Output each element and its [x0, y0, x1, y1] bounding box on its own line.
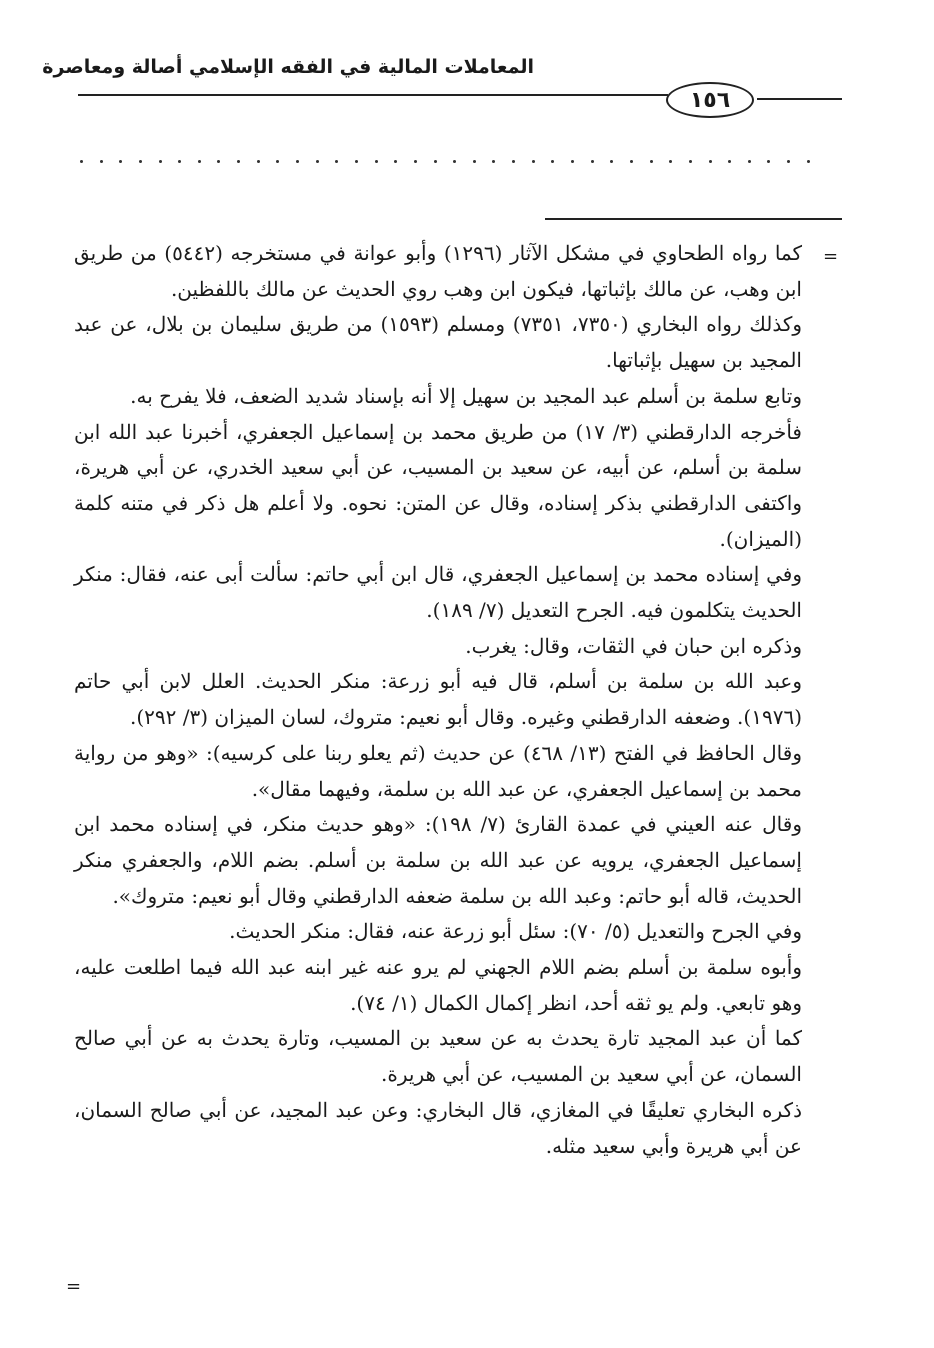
header-rule: [78, 94, 668, 96]
book-title: المعاملات المالية في الفقه الإسلامي أصالة ومعاصرة: [42, 56, 534, 78]
continuation-mark-top: =: [823, 246, 839, 267]
paragraph: وقال الحافظ في الفتح (١٣/ ٤٦٨) عن حديث (ثم يعلو ربنا على كرسيه): «وهو من رواية محمد بن إسماعيل الجعفري، عن عبد الله بن سلمة، وفيهما مقال».: [74, 740, 802, 801]
paragraph: وقال عنه العيني في عمدة القارئ (٧/ ١٩٨): «وهو حديث منكر، في إسناده محمد ابن إسماعيل الجعفري، يرويه عن عبد الله بن سلمة بن أسلم. بضم اللام، والجعفري منكر الحديث، قاله أبو حاتم: وعبد الله بن سلمة ضعفه الدارقطني وقال أبو نعيم: متروك».: [74, 812, 802, 908]
paragraph: كما رواه الطحاوي في مشكل الآثار (١٢٩٦) وأبو عوانة في مستخرجه (٥٤٤٢) من طريق ابن وهب، عن مالك بإثباتها، فيكون ابن وهب روي الحديث عن مالك باللفظين.: [74, 241, 803, 301]
paragraph: وعبد الله بن سلمة بن أسلم، قال فيه أبو زرعة: منكر الحديث. العلل لابن أبي حاتم (١٩٧٦). وضعفه الدارقطني وغيره. وقال أبو نعيم: متروك، لسان الميزان (٣/ ٢٩٢).: [74, 669, 802, 730]
header-rule-right: [757, 98, 842, 100]
paragraph: فأخرجه الدارقطني (٣/ ١٧) من طريق محمد بن إسماعيل الجعفري، أخبرنا عبد الله ابن سلمة بن أسلم، عن أبيه، عن سعيد بن المسيب، عن أبي سعيد الخدري، عن أبي هريرة، واكتفى الدارقطني بذكر إسناده، وقال عن المتن: نحوه. ولا أعلم هل ذكر في متنه كلمة (الميزان).: [74, 419, 802, 551]
paragraph: كما أن عبد المجيد تارة يحدث به عن سعيد بن المسيب، وتارة يحدث به عن أبي صالح السمان، عن أبي سعيد بن المسيب، عن أبي هريرة.: [74, 1026, 802, 1087]
paragraph: وأبوه سلمة بن أسلم بضم اللام الجهني لم يرو عنه غير ابنه عبد الله فيما اطلعت عليه، وهو تابعي. ولم يو ثقه أحد، انظر إكمال الكمال (١/ ٧٤).: [74, 955, 802, 1015]
paragraph: وفي إسناده محمد بن إسماعيل الجعفري، قال ابن أبي حاتم: سألت أبى عنه، فقال: منكر الحديث يتكلمون فيه. الجرح التعديل (٧/ ١٨٩).: [74, 562, 802, 623]
page-number: ١٥٦: [666, 82, 754, 118]
paragraph: ذكره البخاري تعليقًا في المغازي، قال البخاري: وعن عبد المجيد، عن أبي صالح السمان، عن أبي هريرة وأبي سعيد مثله.: [74, 1097, 802, 1158]
paragraph: وتابع سلمة بن أسلم عبد المجيد بن سهيل إلا أنه بإسناد شديد الضعف، فلا يفرح به.: [130, 383, 802, 408]
footnote-body: [74, 236, 802, 1164]
paragraph: وفي الجرح والتعديل (٥/ ٧٠): سئل أبو زرعة عنه، فقال: منكر الحديث.: [229, 919, 802, 944]
footnote-rule: [545, 218, 842, 220]
continuation-mark-bottom: =: [66, 1276, 82, 1297]
paragraph: وذكره ابن حبان في الثقات، وقال: يغرب.: [465, 633, 802, 658]
ellipsis-separator: [80, 160, 810, 176]
paragraph: وكذلك رواه البخاري (٧٣٥٠، ٧٣٥١) ومسلم (١٥٩٣) من طريق سليمان بن بلال، عن عبد المجيد بن سهيل بإثباتها.: [74, 312, 803, 373]
